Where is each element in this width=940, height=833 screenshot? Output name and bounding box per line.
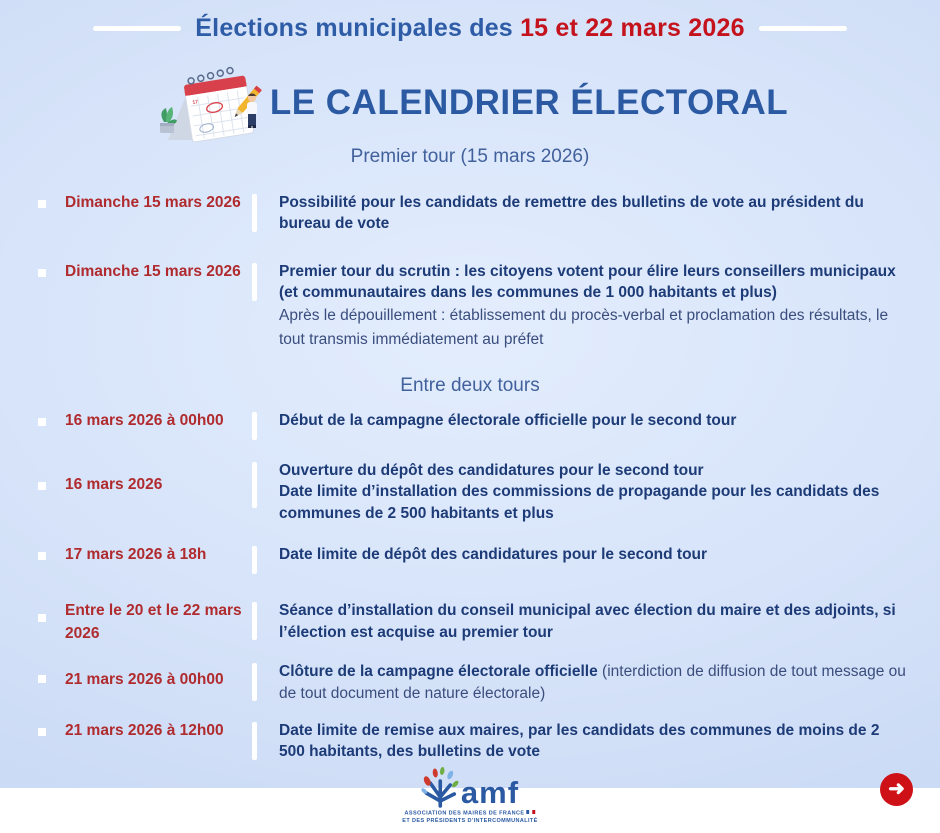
row-date: 17 mars 2026 à 18h — [65, 546, 207, 564]
between-rounds-heading: Entre deux tours — [400, 375, 540, 397]
header-title — [195, 14, 744, 43]
calendar-row — [0, 600, 940, 645]
row-description-bold: Date limite de remise aux maires, par les candidats des communes de moins de 2 500 habitants, des bulletins de vote — [279, 721, 880, 761]
row-date: 21 mars 2026 à 12h00 — [65, 721, 224, 739]
row-description — [257, 661, 940, 704]
row-date: Dimanche 15 mars 2026 — [65, 262, 241, 280]
bullet-square-icon — [38, 728, 46, 736]
bullet-square-icon — [38, 614, 46, 622]
header-right-line — [759, 26, 847, 31]
row-description — [257, 720, 940, 763]
amf-org-name — [402, 809, 538, 826]
row-description — [257, 460, 940, 524]
between-rounds-rows — [0, 410, 940, 763]
amf-wordmark: amf — [460, 774, 520, 810]
top-header — [0, 0, 940, 56]
row-description-bold: Séance d’installation du conseil municipal avec élection du maire et des adjoints, si l’élection est acquise au premier tour — [279, 602, 896, 641]
french-flag-icon — [526, 809, 535, 817]
bullet-square-icon — [38, 552, 46, 560]
row-date: Dimanche 15 mars 2026 — [65, 194, 241, 211]
row-description-bold: Possibilité pour les candidats de remettre des bulletins de vote au président du bureau de vote — [279, 194, 864, 233]
row-description — [257, 544, 940, 565]
calendar-row — [0, 661, 940, 704]
calendar-row — [0, 460, 940, 524]
bullet-square-icon — [38, 418, 46, 426]
row-date: 21 mars 2026 à 00h00 — [65, 671, 224, 689]
row-description-bold: Clôture de la campagne électorale officielle — [279, 663, 598, 681]
amf-logo — [402, 767, 538, 826]
row-date: Entre le 20 et le 22 mars 2026 — [65, 602, 242, 642]
amf-org-line1: ASSOCIATION DES MAIRES DE FRANCE — [404, 810, 525, 817]
amf-hand-tree-icon — [421, 767, 459, 807]
header-title-blue: Élections municipales des — [195, 13, 513, 42]
bullet-square-icon — [38, 675, 46, 683]
row-description — [257, 600, 940, 643]
row-description-bold: Ouverture du dépôt des candidatures pour le second tour — [279, 462, 704, 480]
footer — [0, 767, 940, 833]
first-round-rows — [0, 192, 940, 353]
header-title-red: 15 et 22 mars 2026 — [520, 13, 745, 42]
first-round-heading: Premier tour (15 mars 2026) — [350, 146, 590, 167]
bullet-square-icon — [38, 269, 46, 277]
title-row — [0, 60, 940, 146]
row-description — [257, 410, 940, 431]
row-description — [257, 192, 940, 235]
arrow-right-icon: ➜ — [888, 777, 905, 800]
page-title: LE CALENDRIER ÉLECTORAL — [269, 83, 789, 122]
calendar-row — [0, 192, 940, 235]
row-description-regular: (interdiction de diffusion de tout message ou de tout document de nature électorale) — [279, 663, 906, 702]
next-arrow-button[interactable] — [880, 773, 913, 806]
person-figure — [247, 94, 257, 128]
row-description-bold2: Date limite d’installation des commissions de propagande pour les candidats des communes de 2 500 habitants et plus — [279, 483, 880, 522]
row-description-bold: Premier tour du scrutin : les citoyens votent pour élire leurs conseillers municipaux (et communautaires dans les communes de 1 000 habitants et plus) — [279, 262, 896, 302]
header-left-line — [93, 26, 181, 31]
calendar-row — [0, 261, 940, 353]
row-description-bold: Date limite de dépôt des candidatures pour le second tour — [279, 546, 708, 564]
row-date: 16 mars 2026 — [65, 476, 163, 494]
bullet-square-icon — [38, 200, 46, 208]
row-description-bold: Début de la campagne électorale officielle pour le second tour — [279, 412, 737, 430]
amf-org-line2: ET DES PRÉSIDENTS D'INTERCOMMUNALITÉ — [402, 818, 538, 825]
row-description-regular: Après le dépouillement : établissement du procès-verbal et proclamation des résultats, le tout transmis immédiatement au préfet — [279, 306, 889, 349]
svg-text:17: 17 — [191, 99, 199, 106]
calendar-icon — [152, 60, 264, 146]
row-description — [257, 261, 940, 353]
row-date: 16 mars 2026 à 00h00 — [65, 412, 224, 430]
calendar-row — [0, 410, 940, 440]
bullet-square-icon — [38, 482, 46, 490]
calendar-row — [0, 720, 940, 763]
calendar-row — [0, 544, 940, 574]
